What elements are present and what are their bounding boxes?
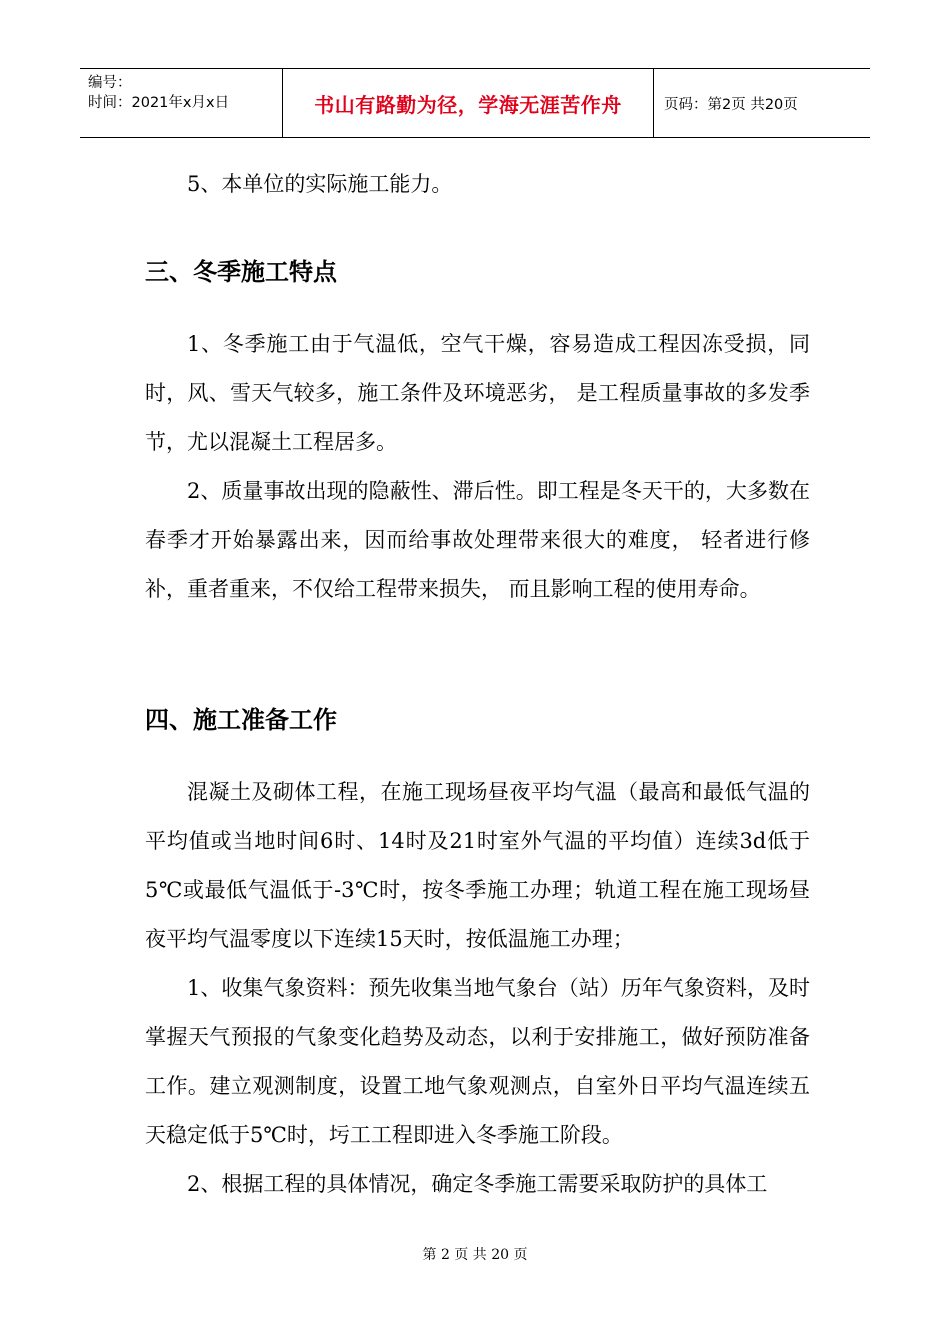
s3-paragraph-1: 1、冬季施工由于气温低，空气干燥，容易造成工程因冻受损，同时，风、雪天气较多，施工条件及环境恶劣， 是工程质量事故的多发季节，尤以混凝土工程居多。 (145, 332, 810, 454)
item-5-paragraph: 5、本单位的实际施工能力。 (187, 172, 453, 196)
s4-paragraph-2: 1、收集气象资料：预先收集当地气象台（站）历年气象资料，及时掌握天气预报的气象变化趋势及动态，以利于安排施工，做好预防准备工作。建立观测制度，设置工地气象观测点，自室外日平均气温连续五天稳定低于5℃时，圬工工程即进入冬季施工阶段。 (145, 976, 810, 1147)
number-label: 编号： (88, 75, 132, 91)
section-3-heading: 三、冬季施工特点 (145, 258, 337, 286)
header-page-info: 页码：第2页 共20页 (664, 96, 798, 113)
header-meta (80, 69, 282, 137)
time-label: 时间：2021年x月x日 (88, 95, 230, 111)
section-4-heading: 四、施工准备工作 (145, 706, 337, 734)
s4-paragraph-3: 2、根据工程的具体情况，确定冬季施工需要采取防护的具体工 (187, 1172, 768, 1196)
page-footer: 第 2 页 共 20 页 (422, 1247, 528, 1263)
page-header (80, 68, 870, 138)
s3-paragraph-2: 2、质量事故出现的隐蔽性、滞后性。即工程是冬天干的，大多数在春季才开始暴露出来，因而给事故处理带来很大的难度， 轻者进行修补，重者重来，不仅给工程带来损失， 而且影响工程的使用寿命。 (145, 479, 810, 601)
section-4-body (145, 768, 810, 1209)
intro-block (145, 160, 810, 209)
s4-paragraph-1: 混凝土及砌体工程，在施工现场昼夜平均气温（最高和最低气温的平均值或当地时间6时、14时及21时室外气温的平均值）连续3d低于5℃或最低气温低于-3℃时，按冬季施工办理；轨道工程在施工现场昼夜平均气温零度以下连续15天时，按低温施工办理； (145, 780, 810, 951)
section-3-body (145, 320, 810, 614)
header-motto: 书山有路勤为径，学海无涯苦作舟 (282, 69, 654, 137)
